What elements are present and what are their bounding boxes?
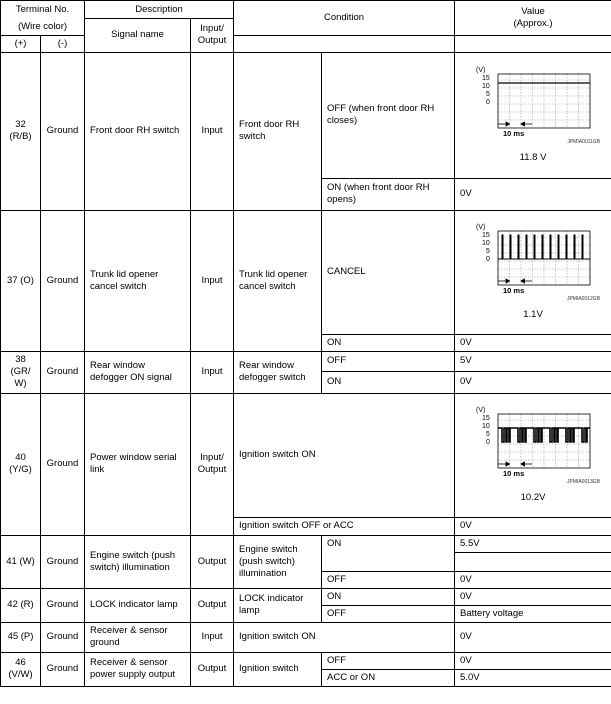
ground-cell: Ground [41, 52, 85, 210]
signal-name-cell: LOCK indicator lamp [85, 588, 191, 622]
waveform-value: 10.2V [520, 492, 546, 503]
io-cell: Output [191, 535, 234, 588]
value-cell-empty [455, 552, 611, 571]
plus-header: (+) [1, 35, 41, 52]
tick-label: 15 [482, 415, 490, 422]
value-cell: Battery voltage [455, 605, 611, 622]
approx-label: (Approx.) [513, 17, 553, 29]
condition-cell: LOCK indicator lamp [234, 588, 322, 622]
waveform-cell [455, 210, 611, 334]
terminal-cell: 42 (R) [1, 588, 41, 622]
value-cell: 5.5V [455, 535, 611, 552]
ground-cell: Ground [41, 210, 85, 351]
time-scale-label: 10 ms [503, 469, 525, 478]
tick-label: 5 [486, 91, 490, 98]
condition-cell: Engine switch (push switch) illumination [234, 535, 322, 588]
waveform-value: 11.8 V [519, 152, 547, 163]
volt-unit-label: (V) [476, 407, 486, 414]
waveform-flat-icon [474, 66, 592, 138]
terminal-cell: 41 (W) [1, 535, 41, 588]
terminal-cell: 37 (O) [1, 210, 41, 351]
signal-name-cell: Receiver & sensor power supply output [85, 652, 191, 686]
condition-state-cell: ON (when front door RH opens) [322, 178, 455, 210]
tick-label: 5 [486, 248, 490, 255]
waveform-pulse-icon [474, 223, 592, 295]
condition-cell: Ignition switch OFF or ACC [234, 517, 455, 535]
value-cell: 0V [455, 588, 611, 605]
terminal-cell: 46 (V/W) [1, 652, 41, 686]
terminal-no-header [1, 1, 85, 19]
table-row-38 [1, 351, 611, 371]
condition-cell: Ignition switch [234, 652, 322, 686]
tick-label: 15 [482, 75, 490, 82]
condition-state-cell: ON [322, 371, 455, 393]
waveform-cell [455, 52, 611, 178]
table-row-32 [1, 52, 611, 178]
condition-state-cell: OFF [322, 652, 455, 669]
value-header [455, 1, 611, 36]
time-scale-label: 10 ms [503, 286, 525, 295]
value-cell: 0V [455, 622, 611, 652]
figure-code: JPMIA0013GB [566, 479, 601, 485]
ground-cell: Ground [41, 622, 85, 652]
terminal-cell: 45 (P) [1, 622, 41, 652]
condition-cell: Front door RH switch [234, 52, 322, 210]
terminal-cell: 40 (Y/G) [1, 393, 41, 535]
signal-name-cell: Front door RH switch [85, 52, 191, 210]
value-cell: 0V [455, 517, 611, 535]
signal-name-cell: Rear window defogger ON signal [85, 351, 191, 393]
condition-state-cell: ON [322, 334, 455, 351]
condition-cell: Ignition switch ON [234, 622, 455, 652]
condition-header-spacer [234, 35, 455, 52]
condition-state-cell: ON [322, 535, 455, 571]
volt-unit-label: (V) [476, 67, 486, 74]
value-cell: 0V [455, 371, 611, 393]
condition-state-cell: OFF (when front door RH closes) [322, 52, 455, 178]
tick-label: 5 [486, 431, 490, 438]
value-cell: 0V [455, 178, 611, 210]
signal-name-cell: Power window serial link [85, 393, 191, 535]
ground-cell: Ground [41, 652, 85, 686]
ground-cell: Ground [41, 393, 85, 535]
io-cell: Input [191, 351, 234, 393]
io-cell: Input [191, 52, 234, 210]
io-cell: Input/ Output [191, 393, 234, 535]
terminal-cell: 32 (R/B) [1, 52, 41, 210]
input-output-header: Input/ Output [191, 19, 234, 53]
signal-name-cell: Trunk lid opener cancel switch [85, 210, 191, 351]
figure-code: JPMIA0011GB [567, 139, 601, 145]
condition-state-cell: OFF [322, 605, 455, 622]
value-cell: 5.0V [455, 669, 611, 686]
value-cell: 0V [455, 571, 611, 588]
terminal-no-label: Terminal No. [15, 3, 70, 15]
table-row-40 [1, 393, 611, 517]
ground-cell: Ground [41, 588, 85, 622]
figure-code: JPMIA0012GB [566, 296, 601, 302]
time-scale-label: 10 ms [503, 129, 525, 138]
io-cell: Input [191, 622, 234, 652]
condition-cell: Rear window defogger switch [234, 351, 322, 393]
condition-cell: Trunk lid opener cancel switch [234, 210, 322, 351]
io-cell: Output [191, 652, 234, 686]
table-row-42 [1, 588, 611, 605]
tick-label: 10 [482, 83, 490, 90]
volt-unit-label: (V) [476, 224, 486, 231]
tick-label: 10 [482, 423, 490, 430]
terminal-cell: 38 (GR/ W) [1, 351, 41, 393]
signal-name-cell: Receiver & sensor ground [85, 622, 191, 652]
condition-state-cell: ON [322, 588, 455, 605]
condition-state-cell: OFF [322, 571, 455, 588]
value-label: Value [521, 5, 545, 17]
tick-label: 10 [482, 240, 490, 247]
header-row-1 [1, 1, 611, 19]
value-header-spacer [455, 35, 611, 52]
tick-label: 15 [482, 232, 490, 239]
condition-state-cell: CANCEL [322, 210, 455, 334]
table-row-46 [1, 652, 611, 669]
description-header: Description [85, 1, 234, 19]
tick-label: 0 [486, 256, 490, 263]
waveform-value: 1.1V [523, 309, 543, 320]
value-cell: 5V [455, 351, 611, 371]
value-cell: 0V [455, 652, 611, 669]
table-row-45 [1, 622, 611, 652]
tick-label: 0 [486, 439, 490, 446]
ground-cell: Ground [41, 535, 85, 588]
condition-header: Condition [234, 1, 455, 36]
table-row-37 [1, 210, 611, 334]
waveform-cell [455, 393, 611, 517]
signal-name-cell: Engine switch (push switch) illumination [85, 535, 191, 588]
minus-header: (-) [41, 35, 85, 52]
wire-color-header: (Wire color) [1, 19, 85, 36]
condition-cell: Ignition switch ON [234, 393, 455, 517]
condition-state-cell: OFF [322, 351, 455, 371]
io-cell: Input [191, 210, 234, 351]
tick-label: 0 [486, 99, 490, 106]
condition-state-cell: ACC or ON [322, 669, 455, 686]
value-cell: 0V [455, 334, 611, 351]
signal-name-header: Signal name [85, 19, 191, 53]
io-cell: Output [191, 588, 234, 622]
table-row-41 [1, 535, 611, 552]
ground-cell: Ground [41, 351, 85, 393]
waveform-serial-icon [474, 406, 592, 478]
